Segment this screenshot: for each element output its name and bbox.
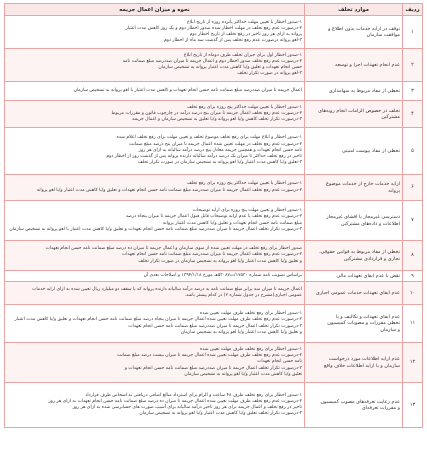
violation-title [305,128,403,175]
table-row [5,201,423,241]
penalty-description [5,16,305,49]
penalty-line: ۱-صدور اخطار برای رفع تخلف ظرف مهلت تعیین شده [200,311,302,317]
penalty-line: مبلغ ضمانت نامه حسن انجام تعهدات و تعلیق و/یا کاهش مدت اعتبار پروانه [162,220,302,226]
row-number: ۱۳ [403,383,423,428]
penalty-description [5,128,305,175]
header-title: موارد تخلف [305,4,403,16]
violation-title [305,175,403,201]
penalty-line: عمومی اجباری(مشرح در جدول شماره ۲) در کدام پیشتر باشد. [184,293,302,298]
violation-title [305,201,403,241]
penalty-line: پروانه به ازای هر روز تاخیر در رفع تخلف از تاریخ اخطار دوم [189,32,302,37]
row-number: ۱۱ [403,305,423,343]
violation-title-line: ارایه خدمات خارج از خدمات موضوع [326,181,400,188]
penalty-line: اعمال جریمه تا میزان سه برابر مبلغ ضمانت نامه به درصد درآمد سالیانه دارنده پروانه که با سقف دو میلیارد ریال تعیین شده به ازای ارایه خدمات [32,286,302,292]
table-row [5,305,423,343]
row-number: ۱ [403,16,423,49]
penalty-line: ۲-درصورت عدم رفع تخلف صدور اخطار دوم و اعمال جریمه تا میزان صددرصد مبلغ ضمانت نامه [122,58,302,64]
penalty-line: ۳-درصورت تکرار تخلف اعمال جریمه تا میزان صددرصد مبلغ ضمانت نامه حسن انجام تعهدات و [124,365,302,371]
header-desc: نحوه و میزان اعمال جریمه [5,4,305,16]
penalty-description [5,305,305,343]
table-row [5,282,423,305]
violation-title-line: عدم ایفای تعهدات خدمات عمومی اجباری [315,289,400,296]
penalty-line: حسن انجام تعهدات و تعلیق و/یا کاهش مدت اعتبار پروانه به تشخیص سازمان [158,65,302,70]
violation-title-line: تخلف در خصوص الزامات انجام رویه‌های [318,107,400,114]
violation-title-line: عدم انجام تعهدات اجرا و توسعه [335,61,400,68]
violation-title [305,241,403,271]
penalty-line: ۳-درصورت تکرار تخلف تعلیق و/یا کاهش مدت اعتبار و/یا لغو پروانه به تشخیص سازمان [139,411,302,417]
penalty-description [5,101,305,128]
violation-title-line: عدم رعایت تعرفه‌های مصوب کمیسیون [320,398,400,405]
table-row [5,343,423,383]
penalty-line: ۲-درصورت عدم رفع تخلف ظرف مهلت تعیین شده اعمال جریمه تا میزان بیست درصد مبلغ ضمانت [117,353,302,359]
row-number: ۳ [403,82,423,101]
penalty-line: ۳-لغو پروانه درصورت عدم رفع تخلف پس از گذشت سه ماه از اخطار دوم [163,38,302,44]
penalty-line: ۳-لغو پروانه در صورت تکرار تخلف [237,71,302,77]
penalty-line: ۲-درصورت عدم رفع تخلف در مهلت اخطار شده صدور اخطار دوم و یک روز کاهش مدت اعتبار [125,25,302,31]
penalty-line: ۲-درصورت عدم رفع تخلف ظرف مهلت تعیین شده اعمال جریمه تا میزان پنجاه درصد مبلغ ضمانت نامه حسن انجام تعهدات و تعلیق و/یا کاهش مدت اعتبار [14,317,302,323]
violation-title-line: تخطی از مفاد پیوست امنیتی [341,147,400,154]
violation-title [305,82,403,101]
violation-title-line: توقف در ارایه خدمات بدون اطلاع و [328,25,400,32]
violation-title-line: تخطی مقررات و مصوبات کمیسیون [327,320,400,327]
violation-title-line: مشترکین [381,114,400,120]
violation-title-line: سازمان و یا ارایه اطلاعات خلاف واقع [323,362,400,369]
penalty-line: براساس تصویب نامه شماره ۱۷۵۳۰/ت۵۳۰۸۷هـ مورخ ۱۳۹۴/۱/۱۸ و اصلاحات بعدی آن [143,272,302,278]
penalty-line: ۲-درصورت عدم رفع تخلف اعمال جریمه تا میزان صددرصد مبلغ ضمانت نامه حسن انجام تعهدات [121,252,302,258]
penalty-line: ۱-صدور اخطار برای رفع تخلف ظرف ۴۸ ساعت و الزام برای استرداد مبالغ اضافی دریافتی به اشخاص طرف قرارداد [85,392,302,398]
table-row [5,16,423,49]
violation-title-line: موافقت سازمان [366,32,400,38]
row-number: ۵ [403,128,423,175]
table-row [5,271,423,282]
penalty-line: ۲-درصورت عدم رفع تخلف در مهلت تعیین شده اعمال جریمه تا میزان پنج درصد مبلغ ضمانت [129,141,302,147]
table-row [5,175,423,201]
penalty-table [4,3,423,428]
penalty-line: ۳-درصورت تکرار تخلف اعمال جریمه تا میزان صددرصد مبلغ ضمانت نامه حسن انجام تعهدات و تعلیق و/یا کاهش مدت اعتبار یا لغو پروانه به تشخیص سازمان [9,226,302,232]
violation-title-line: تجاری و قراردادی مشترکین [343,255,400,262]
penalty-line: ۱-صدور اخطار برای رفع تخلف ظرف مهلت تعیین شده [200,346,302,352]
penalty-description [5,241,305,271]
violation-title [305,305,403,343]
violation-title-line: پروانه [388,187,400,194]
violation-title-line: اطلاعات و داده‌های مشترکین [340,220,400,227]
penalty-description [5,271,305,282]
table-header-row [5,4,423,16]
row-number: ۹ [403,271,423,282]
penalty-line: تعلیق و/یا کاهش مدت اعتبار و/یا لغو پروانه به تشخیص سازمان [184,371,302,377]
penalty-line: و تعلیق و/یا کاهش مدت اعتبار و/یا لغو پروانه به تشخیص سازمان [180,329,302,335]
penalty-line: ۱-صدور اخطار اول برای جبران تخلف ظرف دوماه از تاریخ ابلاغ [183,52,302,58]
penalty-line: نامه حسن انجام تعهدات [257,359,302,365]
penalty-line: ۳-تعلیق و/یا کاهش مدت اعتبار و/یا لغو پروانه به تشخیص سازمان در صورت تکرار تخلف [137,160,302,166]
violation-title-line: تخطی از مفاد مربوط به سهامداری [328,87,400,94]
penalty-line: ۲-درصورت عدم رفع تخلف یا عدم ارایه توضیحات قابل قبول اعمال جریمه تا میزان پنجاه درصد [125,214,302,220]
violation-title [305,282,403,305]
violation-title-line: عدم ارایه اطلاعات مورد درخواست [328,356,400,363]
row-number: ۴ [403,101,423,128]
table-row [5,128,423,175]
penalty-line: صدور اخطار برای رفع تخلف در مهلت تعیین شده از سوی سازمان و اعمال جریمه تا میزان ده درصد مبلغ ضمانت نامه حسن انجام تعهدات [45,246,302,252]
penalty-line: ۱-صدور اخطار و ابلاغ مهلت برای رفع تخلف موضوع تخلف و تعیین مهلت برای رفع تخلف اعلام شده [116,135,302,141]
penalty-line: ۲-درصورت عدم رفع تخلف اعمال جریمه تا میزان پنج درصد درآمد در چارچوب قانون و مقررات مربوط [111,110,302,116]
penalty-description [5,282,305,305]
penalty-line: ۱-صدور اخطار با تعیین مهلت حداکثر پنج روزه برای رفع تخلف [186,104,302,110]
penalty-line: ۲-درصورت عدم رفع تخلف ظرف مهلت تعیین شده اعمال جریمه تا میزان ده درصد مبلغ ضمانت نامه حسن انجام تعهدات به ازای هر روز [48,398,302,404]
penalty-line: تاخیر در رفع تخلف حداکثر تا میزان یک درصد درآمد سالیانه دارنده پروانه پس از گذشت روز از اخطار دوم [106,154,302,160]
table-row [5,101,423,128]
row-number: ۷ [403,201,423,241]
penalty-description [5,175,305,201]
penalty-description [5,201,305,241]
violation-title [305,101,403,128]
penalty-line: ۱-صدور اخطار با تعیین مهلت حداکثر پنج روزه برای رفع تخلف [186,181,302,187]
penalty-line: و تعلیق و/یا کاهش مدت اعتبار و/یا لغو پروانه به تشخیص سازمان در صورت تکرار تخلف [138,258,302,264]
violation-title-line: و مقررات تعرفه‌ای [361,405,400,411]
violation-title-line: و سازمان [380,326,400,333]
violation-title [305,383,403,428]
header-num: ردیف [403,4,423,16]
penalty-line: ۱-صدور اخطار و تعیین مهلت پنج روزه برای ارایه توضیحات [192,208,302,214]
row-number: ۱۲ [403,343,423,383]
penalty-line: اعمال جریمه تا میزان صددرصد مبلغ ضمانت نامه حسن انجام تعهدات و کاهش مدت اعتبار یا لغو پروانه به تشخیص سازمان [73,87,302,93]
penalty-line: ۲-درصورت عدم رفع تخلف اعمال جریمه تا میزان صددرصد مبلغ ضمانت نامه حسن انجام تعهدات و تعلیق و/یا کاهش مدت اعتبار و/یا لغو پروانه [36,187,302,193]
penalty-description [5,82,305,101]
violation-title-line: دسترسی غیرمجاز یا افشای غیرمجاز [326,214,400,221]
violation-title [305,49,403,82]
violation-title-line: نقض یا عدم ایفای تعهدات مالی [336,272,400,279]
penalty-line: ۳-درصورت تکرار تخلف کاهش و/یا لغو پروانه و/یا تعلیق به تشخیص سازمان و اعمال جریمه [132,117,302,123]
table-row [5,82,423,101]
penalty-description [5,49,305,82]
table-row [5,49,423,82]
table-row [5,241,423,271]
violation-title [305,271,403,282]
table-row [5,383,423,428]
violation-title-line: عدم ایفای تعهدات و تکالیف و یا [335,314,400,321]
violation-title [305,343,403,383]
violation-title-line: تخطی از مفاد مربوط به قوانین حقوقی، [319,249,400,256]
row-number: ۸ [403,241,423,271]
violation-title [305,16,403,49]
penalty-line: نامه حسن انجام تعهدات و همچنین جریمه معادل پنج درصد درآمد سالیانه به ازای هر روز [138,147,302,153]
penalty-line: ۱-صدور اخطار با تعیین مهلت حداکثر پانزده روزه از تاریخ ابلاغ [187,19,302,25]
row-number: ۲ [403,49,423,82]
penalty-line: تاخیر در رفع تخلف و اعمال جریمه برای هر روز تاخیر درآمد سالیانه برای آسیب صورت های حسابرسی شده به ازای هر روز [72,405,302,410]
penalty-description [5,343,305,383]
row-number: ۱۰ [403,282,423,305]
row-number: ۶ [403,175,423,201]
penalty-line: ۳-درصورت تکرار تخلف اعمال جریمه تا میزان صددرصد مبلغ ضمانت نامه حسن انجام تعهدات [128,323,302,329]
penalty-description [5,383,305,428]
